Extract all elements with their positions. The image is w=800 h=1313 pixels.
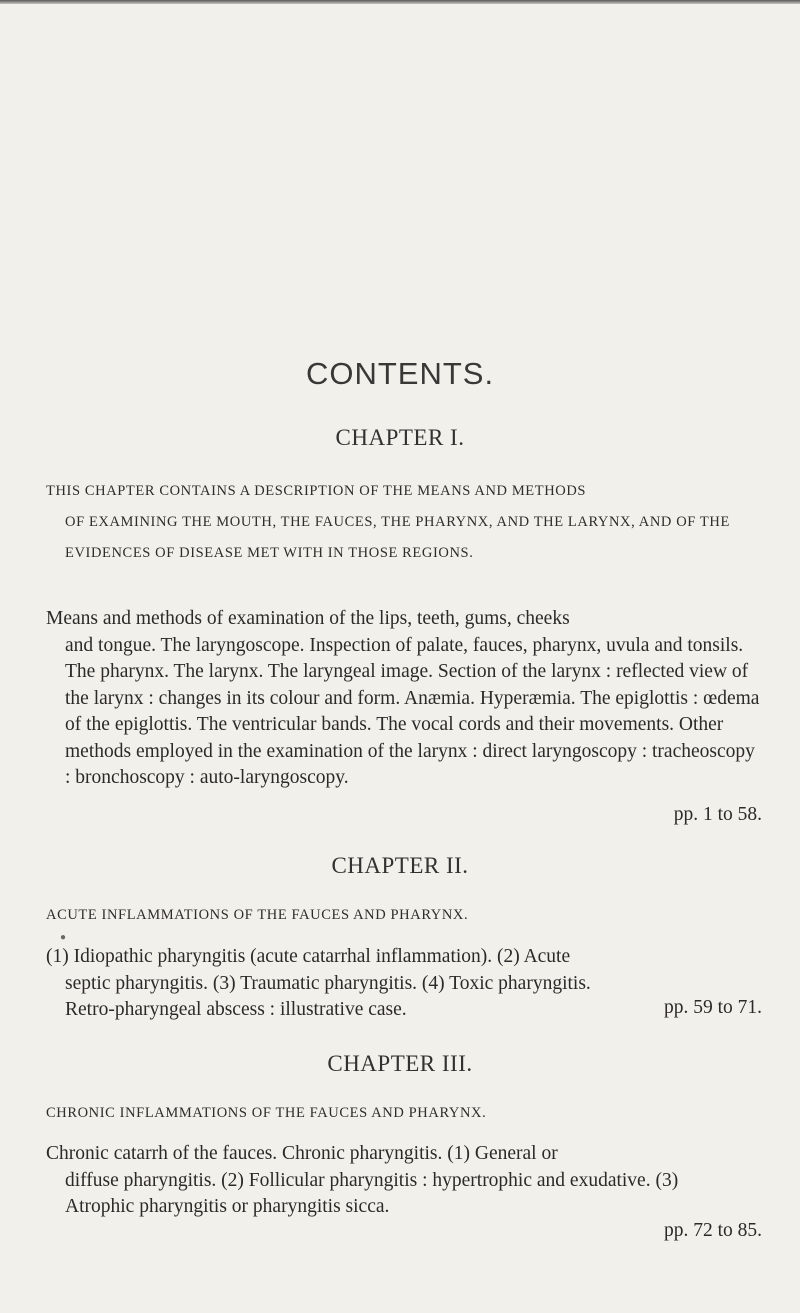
contents-title: CONTENTS. [305,356,495,391]
chapter-2-body [46,944,764,1024]
chapter-2-pages: pp. 59 to 71. [663,997,762,1018]
chapter-3-summary [46,1098,756,1129]
chapter-3-summary-first-line: CHRONIC INFLAMMATIONS OF THE FAUCES AND PHARYNX. [46,1105,487,1121]
chapter-3-pages: pp. 72 to 85. [663,1220,762,1241]
chapter-1-summary-first-line: THIS CHAPTER CONTAINS A DESCRIPTION OF THE MEANS AND METHODS [46,483,587,499]
chapter-2-summary-first-line: ACUTE INFLAMMATIONS OF THE FAUCES AND PHARYNX. [46,907,469,923]
chapter-1-body-rest: and tongue. The laryngoscope. Inspection of palate, fauces, pharynx, uvula and tonsils. The pharynx. The larynx. The laryngeal image. Section of the larynx : reflected view of the larynx : changes in its colour and form. Anæmia. Hyperæmia. The epiglottis : œdema of the epiglottis. The ventricular bands. The vocal cords and their movements. Other methods employed in the examination of the larynx : direct laryngoscopy : tracheoscopy : bronchoscopy : auto-laryngoscopy. [65,634,760,788]
chapter-1-pages: pp. 1 to 58. [673,804,762,825]
chapter-1-body-first-line: Means and methods of examination of the lips, teeth, gums, cheeks [46,608,570,629]
chapter-3-body-rest: diffuse pharyngitis. (2) Follicular pharyngitis : hypertrophic and exudative. (3) Atrophic pharyngitis or pharyngitis sicca. [65,1169,679,1217]
chapter-1-summary-rest: OF EXAMINING THE MOUTH, THE FAUCES, THE PHARYNX, AND THE LARYNX, AND OF THE EVIDENCES OF DISEASE MET WITH IN THOSE REGIONS. [65,514,730,561]
chapter-3-body-first-line: Chronic catarrh of the fauces. Chronic pharyngitis. (1) General or [46,1143,558,1164]
page-top-edge [0,0,800,4]
chapter-2-summary [46,900,756,931]
chapter-3-body [46,1141,764,1221]
chapter-2-body-first-line: (1) Idiopathic pharyngitis (acute catarrhal inflammation). (2) Acute [46,946,571,967]
chapter-3-heading: CHAPTER III. [327,1051,473,1076]
margin-dot-mark: ● [60,932,67,943]
chapter-2-body-rest: septic pharyngitis. (3) Traumatic pharyngitis. (4) Toxic pharyngitis. Retro-pharyngeal abscess : illustrative case. [65,972,591,1020]
chapter-1-summary [46,476,756,569]
chapter-1-heading: CHAPTER I. [335,425,465,450]
chapter-1-body [46,606,760,792]
chapter-2-heading: CHAPTER II. [331,853,469,878]
